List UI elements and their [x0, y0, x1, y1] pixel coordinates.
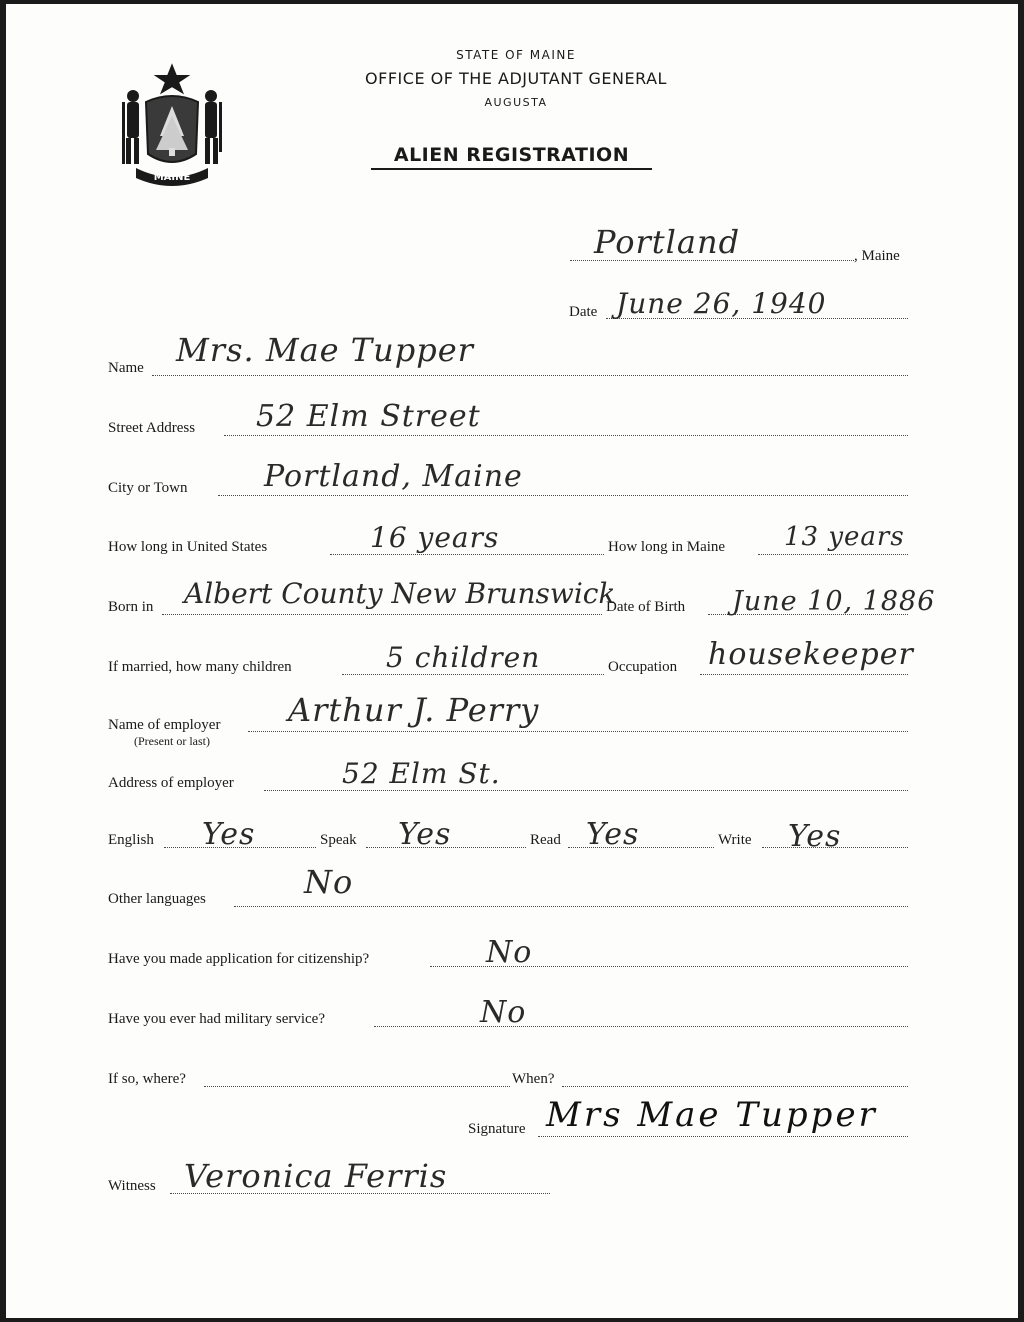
employer-value[interactable]: Arthur J. Perry [288, 691, 540, 729]
military-line [374, 1026, 908, 1027]
other-languages-line [234, 906, 908, 907]
children-value[interactable]: 5 children [386, 641, 541, 674]
city-line [218, 495, 908, 496]
employer-label: Name of employer [108, 717, 221, 733]
employer-address-label: Address of employer [108, 775, 234, 791]
military-value[interactable]: No [480, 995, 527, 1030]
military-label: Have you ever had military service? [108, 1011, 325, 1027]
citizenship-label: Have you made application for citizenship? [108, 951, 370, 967]
speak-value[interactable]: Yes [398, 817, 452, 852]
other-languages-value[interactable]: No [304, 863, 354, 901]
employer-address-line [264, 790, 908, 791]
name-line [152, 375, 908, 376]
when-line[interactable] [562, 1086, 908, 1087]
maine-duration-line [758, 554, 908, 555]
witness-label: Witness [108, 1178, 156, 1194]
born-in-label: Born in [108, 599, 154, 615]
street-label: Street Address [108, 420, 196, 436]
children-label: If married, how many children [108, 659, 292, 675]
form-title: ALIEN REGISTRATION [371, 144, 652, 170]
write-label: Write [718, 832, 752, 848]
dob-value[interactable]: June 10, 1886 [732, 586, 936, 617]
occupation-label: Occupation [608, 659, 678, 675]
english-label: English [108, 832, 154, 848]
citizenship-value[interactable]: No [486, 935, 533, 970]
born-in-value[interactable]: Albert County New Brunswick [184, 577, 616, 610]
us-duration-line [330, 554, 604, 555]
date-label: Date [569, 304, 598, 320]
street-value[interactable]: 52 Elm Street [256, 399, 481, 434]
where-line[interactable] [204, 1086, 510, 1087]
speak-label: Speak [320, 832, 357, 848]
header-city: AUGUSTA [484, 96, 548, 109]
read-value[interactable]: Yes [586, 817, 640, 852]
signature-label: Signature [468, 1121, 526, 1137]
signature-line [538, 1136, 908, 1137]
dob-label: Date of Birth [606, 599, 686, 615]
occupation-line [700, 674, 908, 675]
maine-duration-label: How long in Maine [608, 539, 726, 555]
us-duration-label: How long in United States [108, 539, 268, 555]
registration-form [6, 4, 1018, 1318]
write-value[interactable]: Yes [788, 819, 842, 854]
employer-address-value[interactable]: 52 Elm St. [342, 757, 501, 790]
date-value[interactable]: June 26, 1940 [616, 287, 827, 320]
children-line [342, 674, 604, 675]
signature-value[interactable]: Mrs Mae Tupper [546, 1095, 878, 1135]
where-label: If so, where? [108, 1071, 186, 1087]
city-label: City or Town [108, 480, 188, 496]
name-value[interactable]: Mrs. Mae Tupper [176, 331, 474, 369]
us-duration-value[interactable]: 16 years [370, 521, 500, 554]
english-value[interactable]: Yes [202, 817, 256, 852]
header-office: OFFICE OF THE ADJUTANT GENERAL [365, 69, 667, 88]
read-label: Read [530, 832, 561, 848]
maine-duration-value[interactable]: 13 years [784, 522, 905, 552]
header-state: STATE OF MAINE [456, 48, 576, 62]
seal-text: MAINE [153, 172, 191, 183]
other-languages-label: Other languages [108, 891, 206, 907]
employer-line [248, 731, 908, 732]
street-line [224, 435, 908, 436]
occupation-value[interactable]: housekeeper [708, 637, 914, 672]
employer-sublabel: (Present or last) [134, 734, 210, 748]
name-label: Name [108, 360, 144, 376]
city-value[interactable]: Portland, Maine [264, 459, 523, 494]
when-label: When? [512, 1071, 555, 1087]
witness-value[interactable]: Veronica Ferris [184, 1157, 448, 1195]
born-in-line [162, 614, 602, 615]
place-suffix: , Maine [854, 248, 900, 264]
place-value[interactable]: Portland [594, 223, 741, 261]
